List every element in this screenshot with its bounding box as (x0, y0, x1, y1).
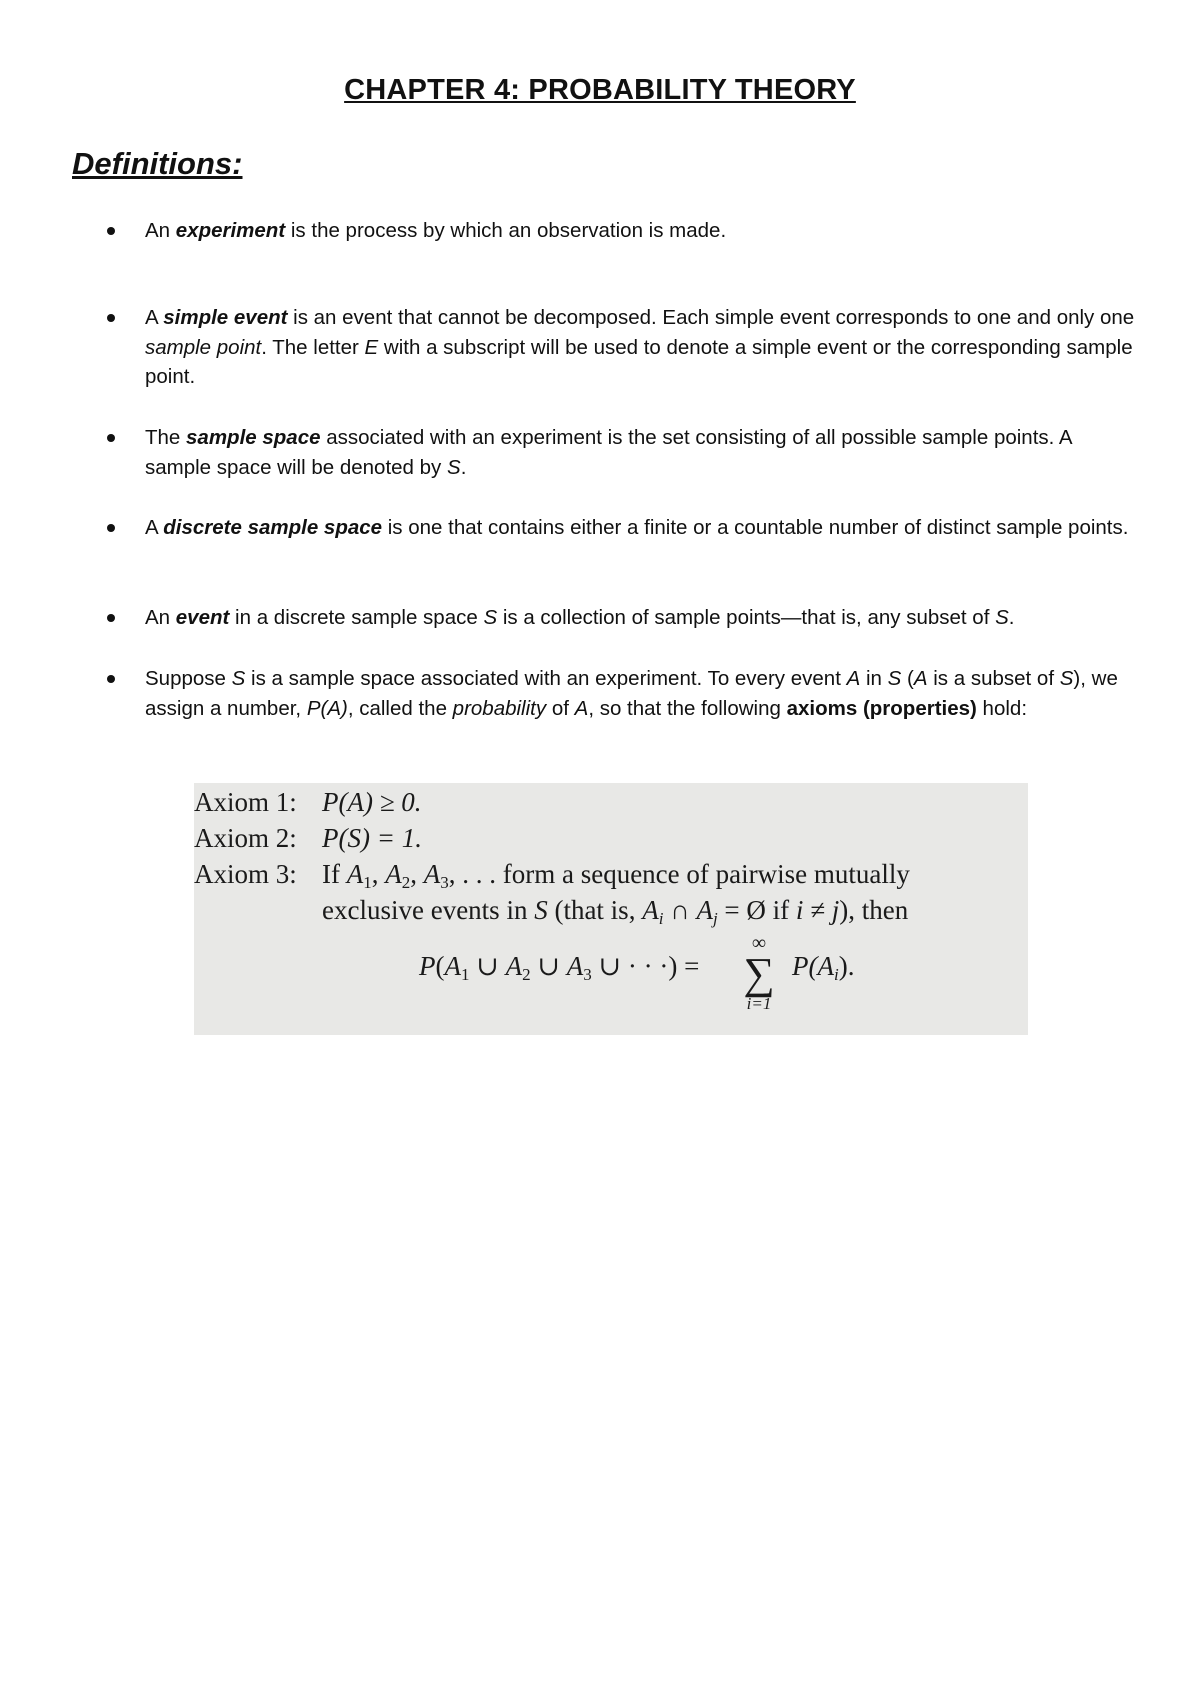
list-item-sample-space: The sample space associated with an experiment is the set consisting of all possible sample points. A sample space will be denoted by S. (145, 423, 1135, 482)
axiom-3: Axiom 3: If $A_1$, $A_2$, $A_3$, . . . form a sequence of pairwise mutually (194, 859, 910, 892)
term-sample-space: sample space (186, 426, 321, 449)
list-item-discrete-sample-space: A discrete sample space is one that contains either a finite or a countable number of distinct sample points. (145, 513, 1135, 543)
union-formula-lhs: $P(A_1$ ∪ $A_2$ ∪ $A_3$ ∪ · · ·) = (419, 951, 700, 984)
axioms-figure (194, 783, 1028, 1035)
page-title: CHAPTER 4: PROBABILITY THEORY (344, 74, 856, 106)
term-event: event (175, 606, 230, 629)
section-heading: Definitions: (72, 146, 243, 181)
bullet-icon (107, 314, 115, 322)
list-item-experiment: An experiment is the process by which an observation is made. (145, 216, 1135, 246)
union-formula-rhs: $P(A_i)$. (792, 951, 855, 984)
list-item-event: An event in a discrete sample space S is a collection of sample points—that is, any subset of S. (145, 603, 1135, 633)
list-item-probability: Suppose S is a sample space associated with an experiment. To every event A in S (A is a subset of S), we assign a number, P(A), called the probability of A, so that the following axioms (properties) hold: (145, 664, 1135, 723)
term-simple-event: simple event (163, 306, 288, 329)
bullet-icon (107, 614, 115, 622)
axiom-3-continued: exclusive events in S (that is, $A_i$ ∩ $A_j$ = Ø if i ≠ j), then (322, 895, 909, 928)
bullet-icon (107, 524, 115, 532)
term-discrete-sample-space: discrete sample space (163, 516, 383, 539)
summation-sign: ∞ ∑ i=1 (743, 932, 775, 1013)
axiom-2: Axiom 2: P(S) = 1. (194, 823, 422, 853)
bullet-icon (107, 227, 115, 235)
term-experiment: experiment (175, 219, 286, 242)
bullet-icon (107, 675, 115, 683)
bullet-icon (107, 434, 115, 442)
list-item-simple-event: A simple event is an event that cannot be decomposed. Each simple event corresponds to one and only one sample point. The letter E with a subscript will be used to denote a simple event or the corresponding sample point. (145, 303, 1135, 392)
axiom-1: Axiom 1: P(A) ≥ 0. (194, 787, 422, 817)
